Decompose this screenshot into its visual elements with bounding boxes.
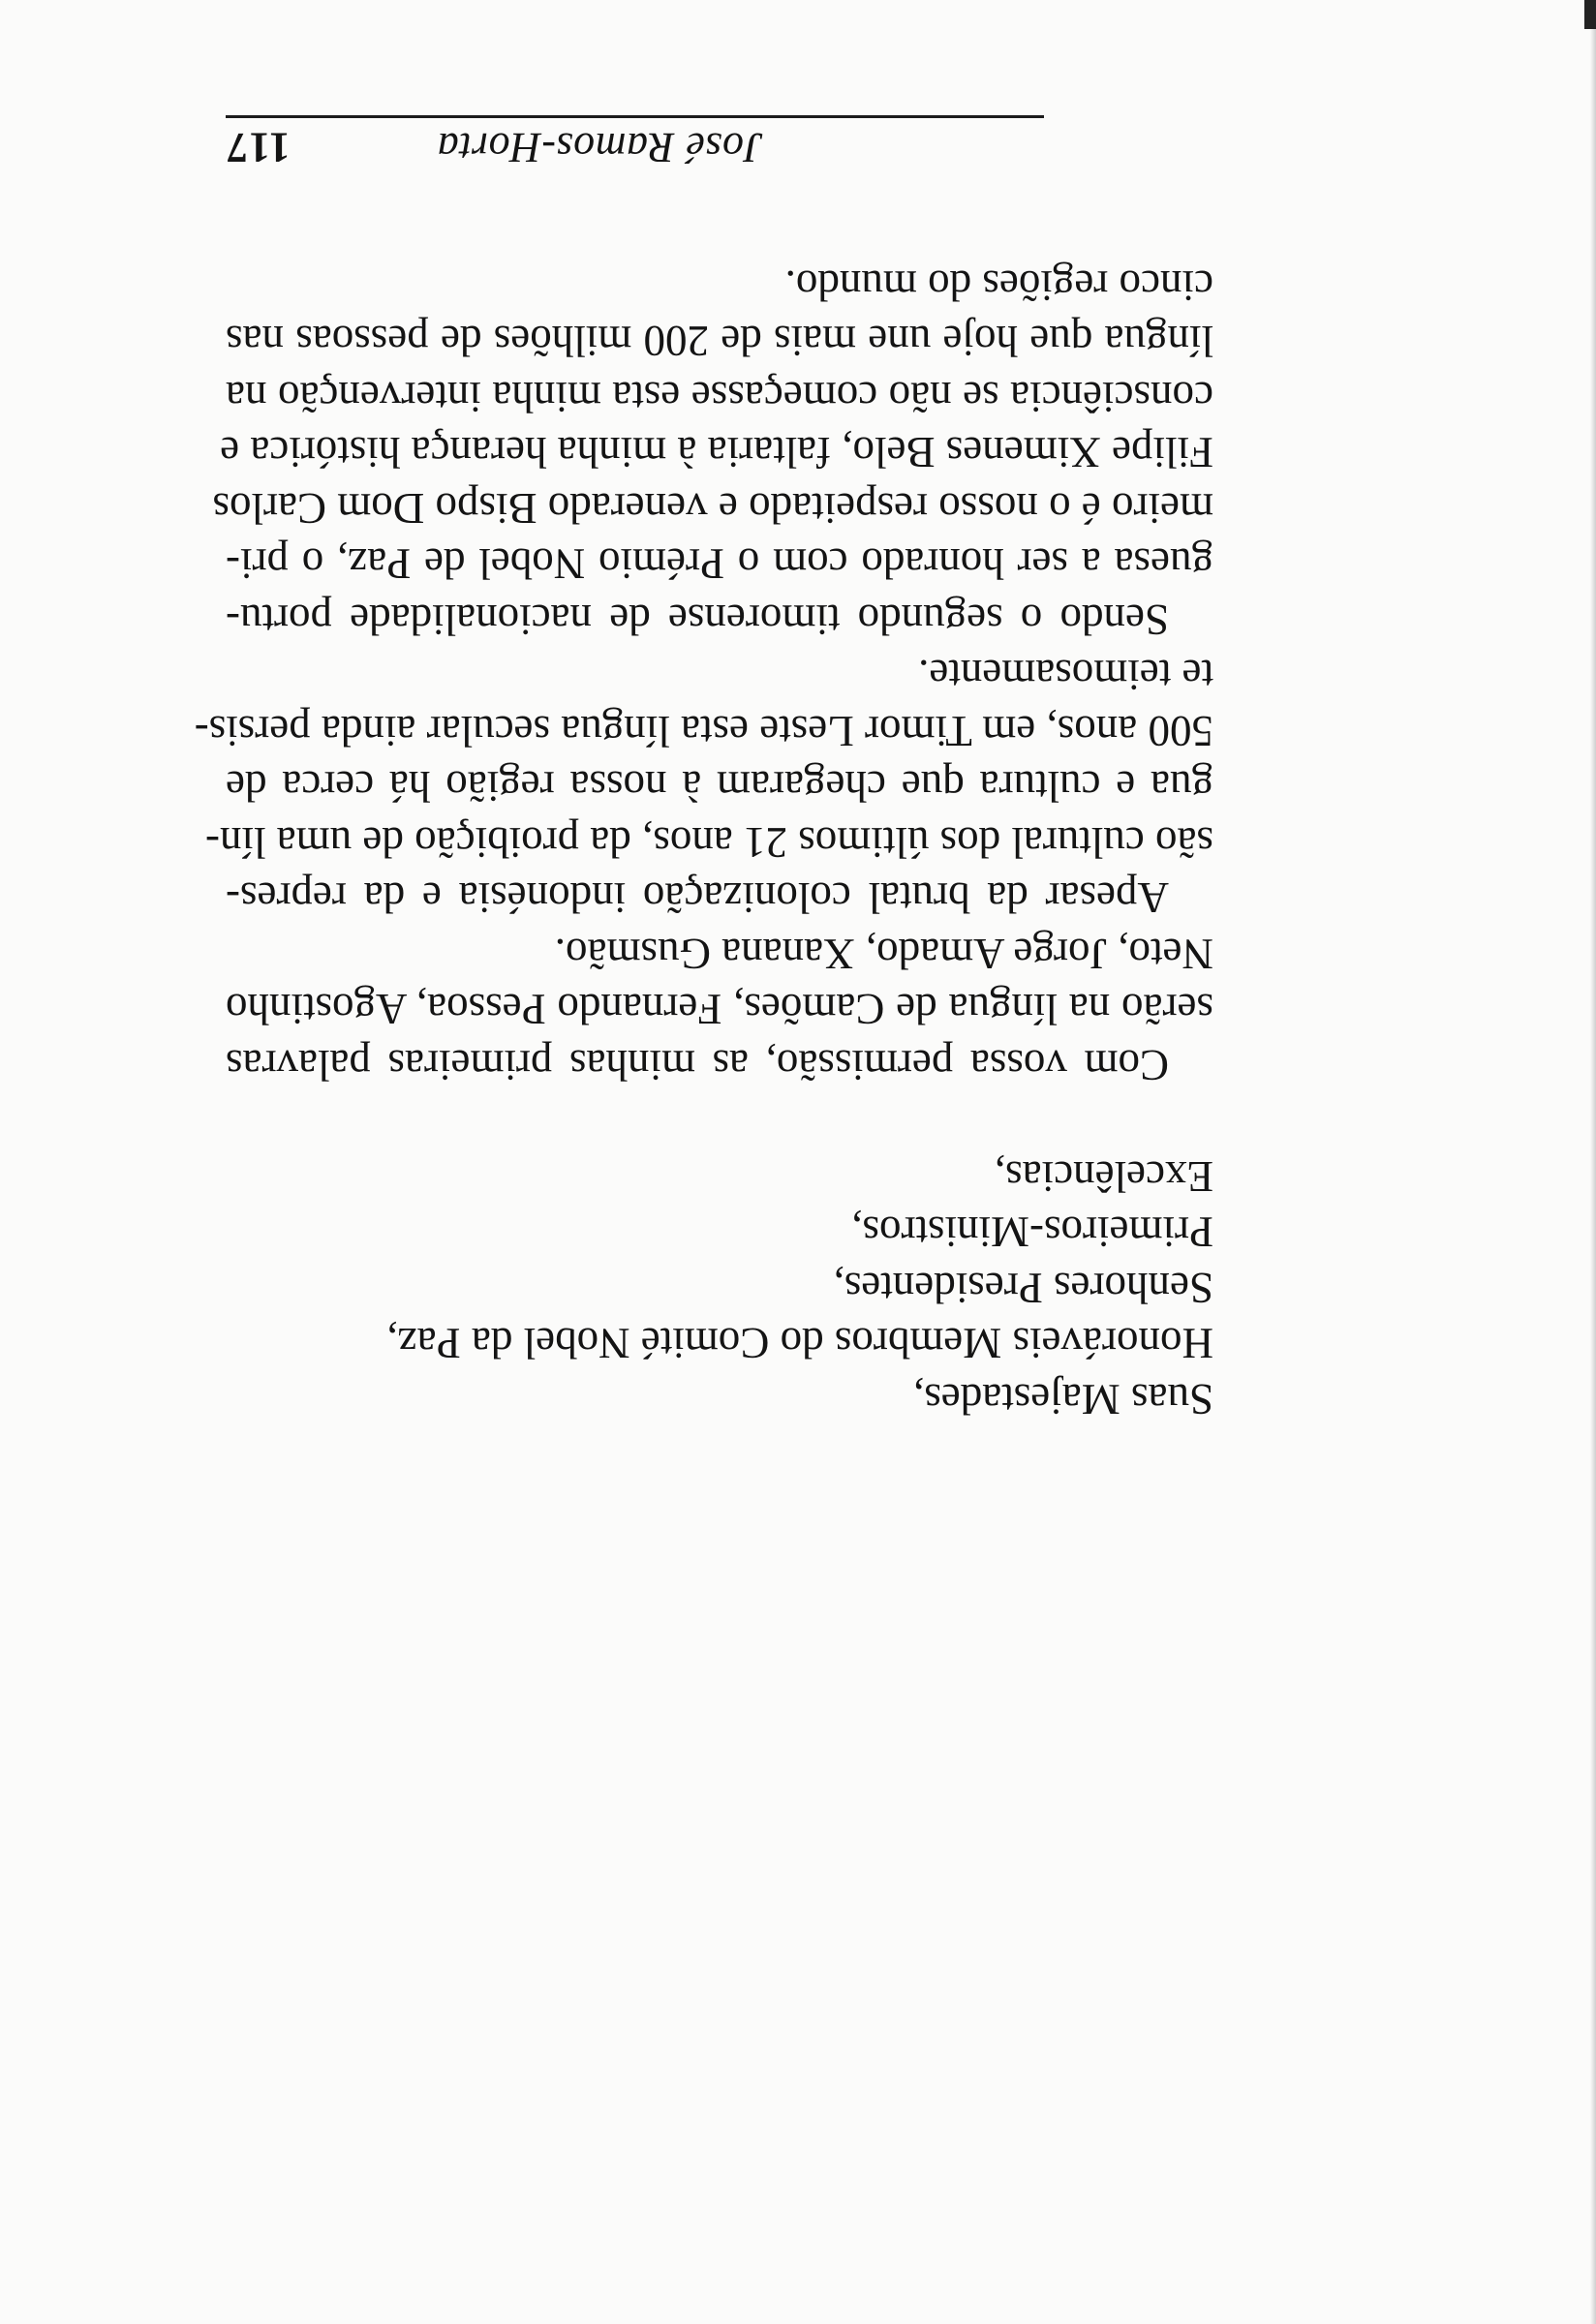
blank-line — [226, 1092, 1213, 1148]
text-line: Sendo o segundo timorense de nacionalidade portu- — [226, 596, 1169, 644]
text-line: são cultural dos últimos 21 anos, da proibição de uma lín- — [204, 818, 1213, 867]
text-line: Neto, Jorge Amado, Xanana Gusmão. — [554, 930, 1213, 978]
paragraph-1 — [226, 926, 1213, 1093]
text-line: serão na língua de Camões, Fernando Pessoa, Agostinho — [226, 985, 1213, 1034]
salutation-line: Excelências, — [994, 1152, 1213, 1201]
paragraph-2 — [194, 647, 1213, 926]
text-line: Apesar da brutal colonização indonésia e da repres- — [226, 873, 1169, 923]
header-author: José Ramos-Horta — [437, 124, 763, 171]
text-line: guesa a ser honrado com o Prémio Nobel de Paz, o pri- — [226, 539, 1213, 589]
text-line: consciência se não começasse esta minha intervenção na — [226, 373, 1213, 421]
text-line: gua e cultura que chegaram à nossa região há cerca de — [226, 762, 1213, 811]
text-line: cinco regiões do mundo. — [784, 261, 1213, 310]
text-line: te teimosamente. — [918, 651, 1213, 700]
paragraph-3 — [212, 258, 1213, 648]
salutation-line: Suas Majestades, — [913, 1375, 1213, 1423]
salutation-line: Primeiros-Ministros, — [851, 1208, 1213, 1257]
text-line: meiro é o nosso respeitado e venerado Bispo Dom Carlos — [212, 484, 1213, 533]
text-line: Com vossa permissão, as minhas primeiras palavras — [226, 1041, 1169, 1089]
running-header — [226, 115, 1044, 171]
salutation-line: Honoráveis Membros do Comité Nobel da Paz, — [386, 1319, 1213, 1368]
speech-text — [194, 258, 1213, 1427]
text-line: 500 anos, em Timor Leste esta língua secular ainda persis- — [194, 707, 1213, 755]
page-binding-shadow — [1590, 0, 1596, 2324]
page-corner-mark — [1584, 0, 1596, 29]
salutation-line: Senhores Presidentes, — [833, 1264, 1213, 1312]
page-number: 117 — [226, 124, 291, 171]
text-line: Filipe Ximenes Belo, faltaria à minha herança histórica e — [220, 428, 1213, 477]
text-line: língua que hoje une mais de 200 milhões de pessoas nas — [226, 317, 1213, 366]
